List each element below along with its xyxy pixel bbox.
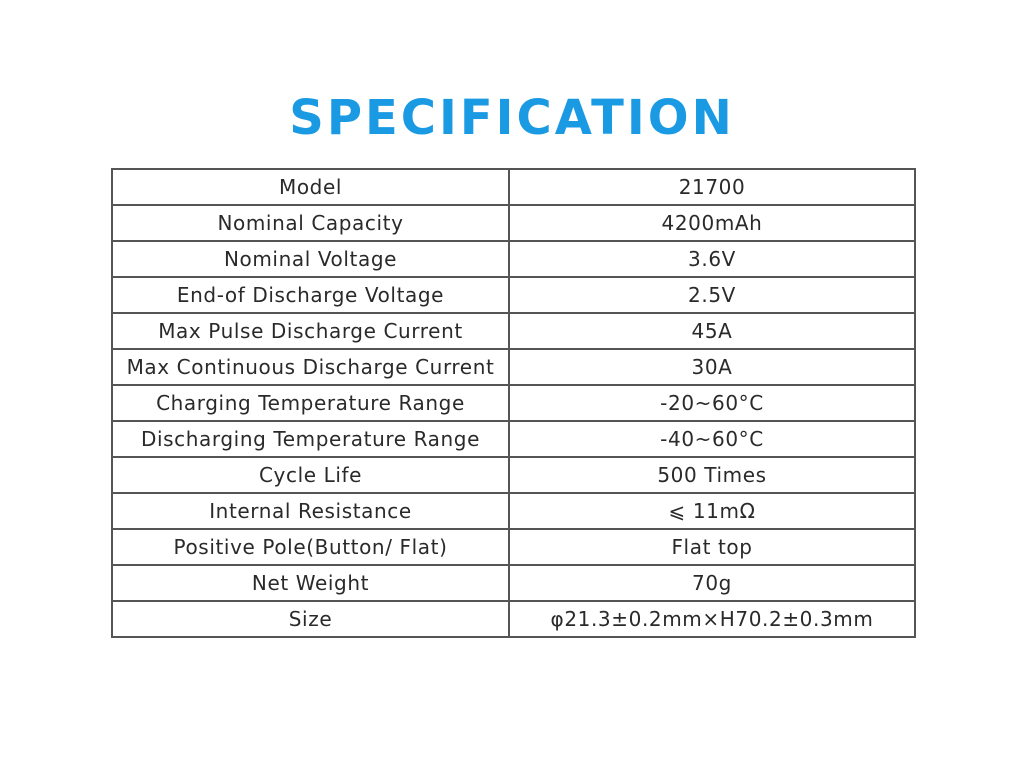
table-row (112, 277, 915, 313)
spec-value: Flat top (509, 529, 915, 565)
spec-value: 3.6V (509, 241, 915, 277)
spec-value: 45A (509, 313, 915, 349)
spec-label: Charging Temperature Range (112, 385, 509, 421)
table-row (112, 565, 915, 601)
spec-value: 21700 (509, 169, 915, 205)
spec-value: 4200mAh (509, 205, 915, 241)
table-row (112, 241, 915, 277)
spec-label: Max Continuous Discharge Current (112, 349, 509, 385)
table-row (112, 457, 915, 493)
spec-value: -40~60°C (509, 421, 915, 457)
spec-value: φ21.3±0.2mm×H70.2±0.3mm (509, 601, 915, 637)
table-row (112, 385, 915, 421)
spec-label: Nominal Voltage (112, 241, 509, 277)
spec-value: 500 Times (509, 457, 915, 493)
spec-label: Net Weight (112, 565, 509, 601)
spec-label: Max Pulse Discharge Current (112, 313, 509, 349)
spec-label: Nominal Capacity (112, 205, 509, 241)
spec-value: 2.5V (509, 277, 915, 313)
table-row (112, 313, 915, 349)
page-title: SPECIFICATION (289, 90, 735, 146)
spec-label: Discharging Temperature Range (112, 421, 509, 457)
spec-label: End-of Discharge Voltage (112, 277, 509, 313)
table-row (112, 601, 915, 637)
table-row (112, 205, 915, 241)
table-row (112, 493, 915, 529)
spec-label: Model (112, 169, 509, 205)
spec-value: 30A (509, 349, 915, 385)
table-row (112, 349, 915, 385)
table-row (112, 421, 915, 457)
specification-table (111, 168, 916, 638)
table-row (112, 529, 915, 565)
spec-label: Internal Resistance (112, 493, 509, 529)
spec-label: Cycle Life (112, 457, 509, 493)
table-row (112, 169, 915, 205)
spec-value: 70g (509, 565, 915, 601)
spec-value: -20~60°C (509, 385, 915, 421)
spec-value: ⩽ 11mΩ (509, 493, 915, 529)
spec-label: Positive Pole(Button/ Flat) (112, 529, 509, 565)
spec-label: Size (112, 601, 509, 637)
